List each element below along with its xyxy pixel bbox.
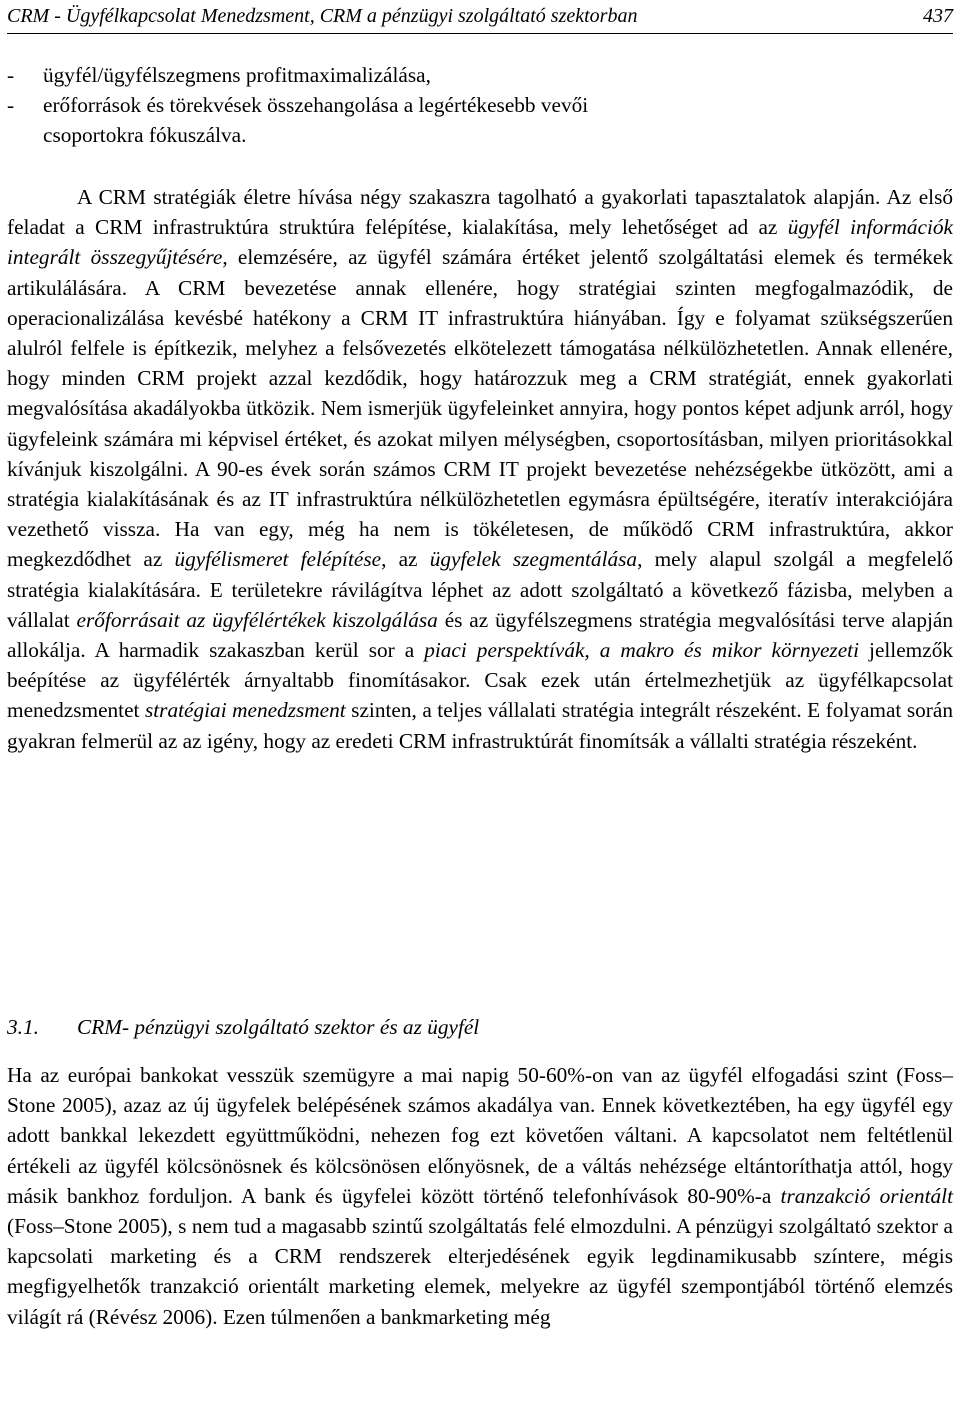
italic-phrase: ügyfelek szegmentálása xyxy=(429,547,638,572)
page-number: 437 xyxy=(923,5,953,27)
text-run: jellemzők beépítése az ügyfélérték árnyaltabb finomításakor. Csak ezek után értelmezhetjük az ügyfélkapcsolat menedzsmentet xyxy=(7,638,953,723)
text-run: A CRM stratégiák életre hívása négy szakaszra tagolható a gyakorlati tapasztalatok alapján. Az első feladat a CRM infrastruktúra struktúra felépítése, kialakítása, mely lehetőséget ad az xyxy=(7,185,953,240)
section-title: CRM- pénzügyi szolgáltató szektor és az ügyfél xyxy=(77,1015,480,1039)
body-paragraph-2 xyxy=(7,1060,953,1332)
text-run: és az ügyfélszegmens stratégia megvalósítási terve alapján allokálja. A harmadik szakaszban kerül sor a xyxy=(7,607,954,663)
text-run: (Foss–Stone 2005), s nem tud a magasabb szintű szolgáltatás felé elmozdulni. A pénzügyi szolgáltató szektor a kapcsolati marketing és a CRM rendszerek elterjedésének egyik legdinamikusabb színtere, mégis megfigyelhetők tranzakció orientált marketing elemek, melyekre az ügyfél szempontjából történő elemzés világít rá (Révész 2006). Ezen túlmenően a bankmarketing még xyxy=(7,1214,953,1329)
text-run: Ha az európai bankokat vesszük szemügyre a mai napig 50-60%-on van az ügyfél elfogadási szint (Foss–Stone 2005), azaz az új ügyfelek belépésének számos akadálya van. Ennek következtében, ha egy ügyfél egy adott bankkal lekezdett együttműködni, nehezen fog ezt követően váltani. A kapcsolatot nem feltétlenül értékeli az ügyfél kölcsönösnek és kölcsönösen előnyösnek, de a váltás nehézsége eltántoríthatja attól, hogy másik bankhoz forduljon. A bank és ügyfelei között történő telefonhívások 80-90%-a xyxy=(7,1063,953,1208)
italic-phrase: tranzakció orientált xyxy=(780,1183,953,1208)
italic-phrase: stratégiai menedzsment xyxy=(144,698,346,723)
list-item xyxy=(7,90,953,150)
italic-phrase: erőforrásait az ügyfélértékek kiszolgálása xyxy=(76,607,438,632)
text-run: szinten, a teljes vállalati stratégia integrált részeként. E folyamat során gyakran felmerül az az igény, hogy az eredeti CRM infrastruktúrát finomítsák a vállalti stratégia részeként. xyxy=(7,698,953,753)
running-header xyxy=(7,4,953,34)
text-run: , az xyxy=(381,547,430,572)
list-item-text: ügyfél/ügyfélszegmens profitmaximalizálása, xyxy=(43,63,431,87)
header-title: CRM - Ügyfélkapcsolat Menedzsment, CRM a pénzügyi szolgáltató szektorban xyxy=(7,5,638,27)
bullet-dash: - xyxy=(7,93,15,118)
italic-phrase: ügyfélismeret felépítése xyxy=(174,547,382,572)
text-run: , mely alapul szolgál a megfelelő stratégia kialakítására. E területekre rávilágítva léphet az adott szolgáltató a következő fázisba, melyben a vállalat xyxy=(7,547,953,632)
italic-phrase: ügyfél információk integrált összegyűjtésére xyxy=(7,215,954,270)
section-number: 3.1. xyxy=(7,1015,39,1039)
list-item-text: erőforrások és törekvések összehangolása a legértékesebb vevői csoportokra fókuszálva. xyxy=(43,93,589,148)
body-paragraph-1 xyxy=(7,182,953,756)
text-run: , elemzésére, az ügyfél számára értéket jelentő szolgáltatási elemek és termékek artikulálására. A CRM bevezetése annak ellenére, hogy stratégiai szinten megfogalmazódik, de operacionalizálása kevésbé hatékony a CRM IT infrastruktúra hiányában. Így e folyamat szükségszerűen alulról felfele is építkezik, melyhez a felsővezetés elkötelezett támogatása nélkülözhetetlen. Annak ellenére, hogy minden CRM projekt azzal kezdődik, hogy határozzuk meg a CRM stratégiát, ennek gyakorlati megvalósítása akadályokba ütközik. Nem ismerjük ügyfeleinket annyira, hogy pontos képet adjunk arról, hogy ügyfeleink számára mi képvisel értéket, és azokat milyen mélységben, csoportosításban, milyen prioritásokkal kívánjuk kiszolgálni. A 90-es évek során számos CRM IT projekt bevezetése nehézségekbe ütközött, ami a stratégia kialakításának és az IT infrastruktúra nélkülözhetetlen egymásra épültségére, iteratív interakciójára vezethető vissza. Ha van egy, még ha nem is tökéletesen, de működő CRM infrastruktúra, akkor megkezdődhet az xyxy=(7,245,953,572)
header-divider xyxy=(7,33,953,34)
italic-phrase: piaci perspektívák, a makro és mikor környezeti xyxy=(424,638,860,663)
bullet-list xyxy=(7,60,953,151)
bullet-dash: - xyxy=(7,63,15,87)
section-heading xyxy=(7,1012,953,1042)
list-item xyxy=(7,60,953,90)
